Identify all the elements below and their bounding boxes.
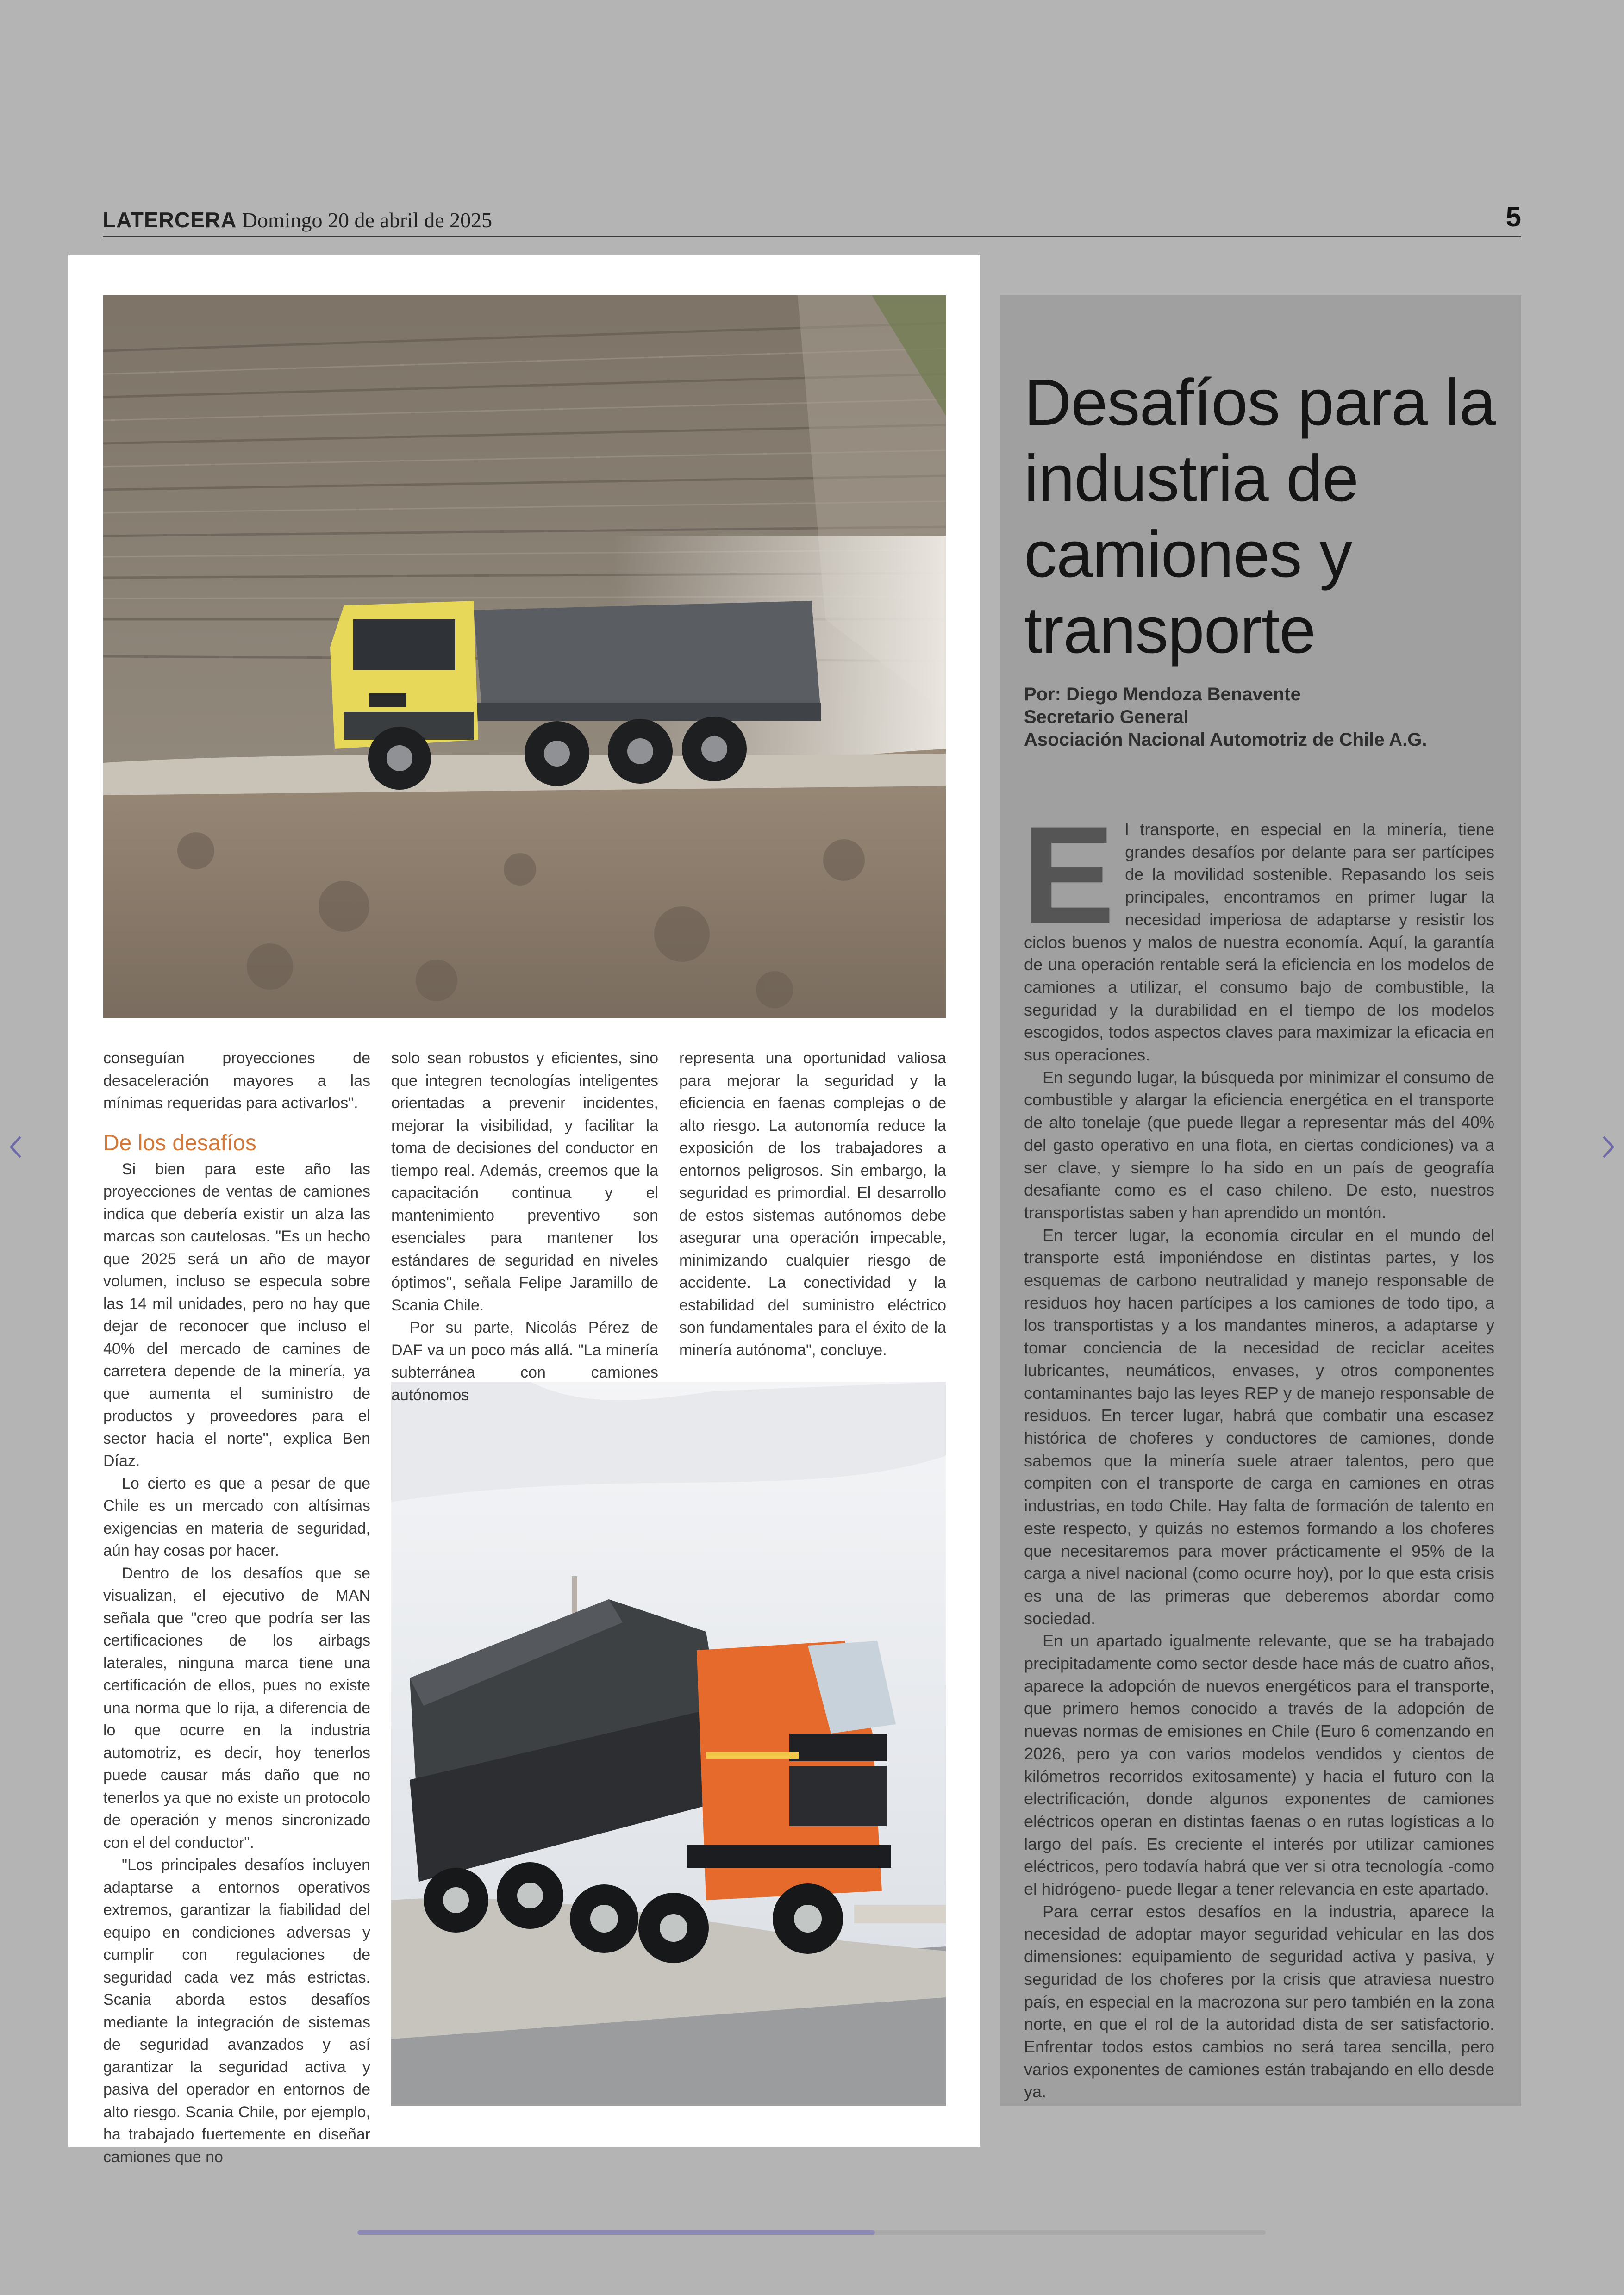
article-paragraph: "Los principales desafíos incluyen adaptarse a entornos operativos extremos, garantizar la fiabilidad del equipo en condiciones adversas y cumplir con regulaciones de seguridad cada vez más estrictas. Scania aborda estos desafíos mediante la integración de sistemas de seguridad avanzados y así garantizar la seguridad activa y pasiva del operador en entornos de alto riesgo. Scania Chile, por ejemplo, ha trabajado fuertemente en diseñar camiones que no xyxy=(103,1856,370,2166)
opinion-paragraph: Para cerrar estos desafíos en la industria, aparece la necesidad de adoptar mayor seguridad vehicular en las dos dimensiones: equipamiento de seguridad activa y pasiva, y seguridad de los choferes por la crisis que atraviesa nuestro país, en especial en la macrozona sur pero también en la zona norte, en que el rol de la autoridad dista de ser satisfactorio. Enfrentar todos estos cambios no será tarea sencilla, pero varios exponentes de camiones están trabajando en ello desde ya. xyxy=(1024,1902,1494,2102)
next-page-button[interactable] xyxy=(1599,1133,1618,1161)
opinion-paragraph: El transporte, en especial en la minería, tiene grandes desafíos por delante para ser partícipes de la movilidad sostenible. Repasando los seis principales, encontramos en primer lugar la necesidad imperiosa de adaptarse y resistir los ciclos buenos y malos de nuestra economía. Aquí, la garantía de una operación rentable será la eficiencia en los modelos de camiones a utilizar, el consumo bajo de combustible, la seguridad y la durabilidad en el tiempo de los modelos escogidos, todos aspectos claves para maximizar la eficacia en sus operaciones. xyxy=(1022,797,1494,1065)
article-paragraph: Dentro de los desafíos que se visualizan, el ejecutivo de MAN señala que "creo que podría ser las certificaciones de los airbags laterales, ninguna marca tiene una certificación de ellos, pues no existe una norma que lo rija, a diferencia de lo que ocurre en la industria automotriz, es decir, hoy tenerlos puede causar más daño que no tenerlos ya que no existe un protocolo de operación y menos sincronizado con el del conductor". xyxy=(103,1564,370,1852)
drop-cap: E xyxy=(1022,797,1115,953)
opinion-body xyxy=(1022,797,1494,2103)
page-number: 5 xyxy=(1505,201,1521,232)
article-paragraph: Si bien para este año las proyecciones de ventas de camiones indica que debería existir un alza las marcas son cautelosas. "Es un hecho que 2025 será un año de mayor volumen, incluso se especula sobre las 14 mil unidades, pero no hay que dejar de reconocer que incluso el 40% del mercado de camines de carretera depende de la minería, ya que aumenta el suministro de productos y proveedores para el sector hacia el norte", explica Ben Díaz. xyxy=(103,1160,370,1470)
opinion-title: Desafíos para la industria de camiones y transporte xyxy=(1024,366,1496,667)
opinion-byline xyxy=(1024,683,1515,751)
page-header xyxy=(103,201,1521,237)
chevron-right-icon xyxy=(1599,1133,1618,1161)
chevron-left-icon xyxy=(6,1133,25,1161)
page-progress-bar[interactable] xyxy=(357,2230,1266,2235)
article-column-3 xyxy=(679,1047,946,1361)
article-column-1 xyxy=(103,1047,370,2168)
opinion-paragraph: En tercer lugar, la economía circular en el mundo del transporte está imponiéndose en distintas partes, y los esquemas de carbono neutralidad y manejo responsable de residuos hoy hacen partícipes a los camiones de todo tipo, a los transportistas y a los mandantes mineros, a adaptarse y tomar conciencia de la necesidad de reciclar aceites lubricantes, neumáticos, envases, y otros componentes contaminantes bajo las leyes REP y de manejo responsable de residuos. En tercer lugar, habrá que combatir una escasez histórica de choferes y conductores de camiones, donde sabemos que la minería suele atraer talentos, pero que compiten con el transporte de carga en camiones en otras industrias, en todo Chile. Hay falta de formación de talento en este respecto, y quizás no estemos formando a los choferes que necesitaremos para mover prácticamente el 95% de la carga a nivel nacional (como ocurre hoy), por lo que esta crisis es una de las primeras que deberemos abordar como sociedad. xyxy=(1024,1225,1494,1628)
article-subheading: De los desafíos xyxy=(103,1130,256,1155)
previous-page-button[interactable] xyxy=(6,1133,25,1161)
opinion-paragraph: En segundo lugar, la búsqueda por minimizar el consumo de combustible y alargar la eficiencia energética en el transporte de alto tonelaje (que puede llegar a representar más del 40% del gasto operativo en una flota, en ciertas condiciones) va a ser clave, y siempre lo ha sido en un país de geografía desafiante como es el caso chileno. De esto, nuestros transportistas saben y han aprendido un montón. xyxy=(1024,1067,1494,1222)
article-paragraph: Por su parte, Nicolás Pérez de DAF va un poco más allá. "La minería subterránea con camiones autónomos xyxy=(391,1319,658,1404)
newspaper-brand: LATERCERA xyxy=(103,208,237,232)
byline-author: Por: Diego Mendoza Benavente xyxy=(1024,684,1301,705)
opinion-box xyxy=(1000,295,1521,2106)
byline-organization: Asociación Nacional Automotriz de Chile A.G. xyxy=(1024,730,1427,750)
yellow-truck-image xyxy=(103,295,946,1018)
issue-date: Domingo 20 de abril de 2025 xyxy=(242,208,493,232)
article-column-2 xyxy=(391,1047,658,1406)
masthead xyxy=(103,207,492,232)
article-paragraph: Lo cierto es que a pesar de que Chile es un mercado con altísimas exigencias en materia de seguridad, aún hay cosas por hacer. xyxy=(103,1474,370,1559)
article-paragraph: representa una oportunidad valiosa para mejorar la seguridad y la eficiencia en faenas complejas o de alto riesgo. La autonomía reduce la exposición de los trabajadores a entornos peligrosos. Sin embargo, la seguridad es primordial. El desarrollo de estos sistemas autónomos debe asegurar una operación impecable, minimizando cualquier riesgo de accidente. La conectividad y la estabilidad del suministro eléctrico son fundamentales para el éxito de la minería autónoma", concluye. xyxy=(679,1049,946,1359)
photo-yellow-truck xyxy=(103,295,946,1018)
byline-role: Secretario General xyxy=(1024,707,1189,727)
photo-orange-truck xyxy=(391,1382,946,2106)
page-progress-fill xyxy=(357,2230,875,2235)
opinion-paragraph: En un apartado igualmente relevante, que se ha trabajado precipitadamente como sector desde hace más de cuatro años, aparece la adopción de nuevos energéticos para el transporte, que primero hemos conocido a través de la adopción de nuevas normas de emisiones en Chile (Euro 6 comenzando en 2026, pero ya con varios modelos vendidos y cientos de kilómetros recorridos exitosamente) y hacia el futuro con la electrificación, donde algunos exponentes de camiones eléctricos operan en distintas faenas o en rutas logísticas a lo largo del país. Es creciente el interés por utilizar camiones eléctricos, pero todavía habrá que ver si otra tecnología -como el hidrógeno- puede llegar a tener relevancia en este apartado. xyxy=(1024,1631,1494,1899)
article-paragraph: solo sean robustos y eficientes, sino que integren tecnologías inteligentes orientadas a prevenir incidentes, mejorar la visibilidad, y facilitar la toma de decisiones del conductor en tiempo real. Además, creemos que la capacitación continua y el mantenimiento preventivo son esenciales para mantener los estándares de seguridad en niveles óptimos", señala Felipe Jaramillo de Scania Chile. xyxy=(391,1049,658,1314)
orange-truck-image xyxy=(391,1382,946,2106)
article-paragraph: conseguían proyecciones de desaceleración mayores a las mínimas requeridas para activarlos". xyxy=(103,1049,370,1112)
